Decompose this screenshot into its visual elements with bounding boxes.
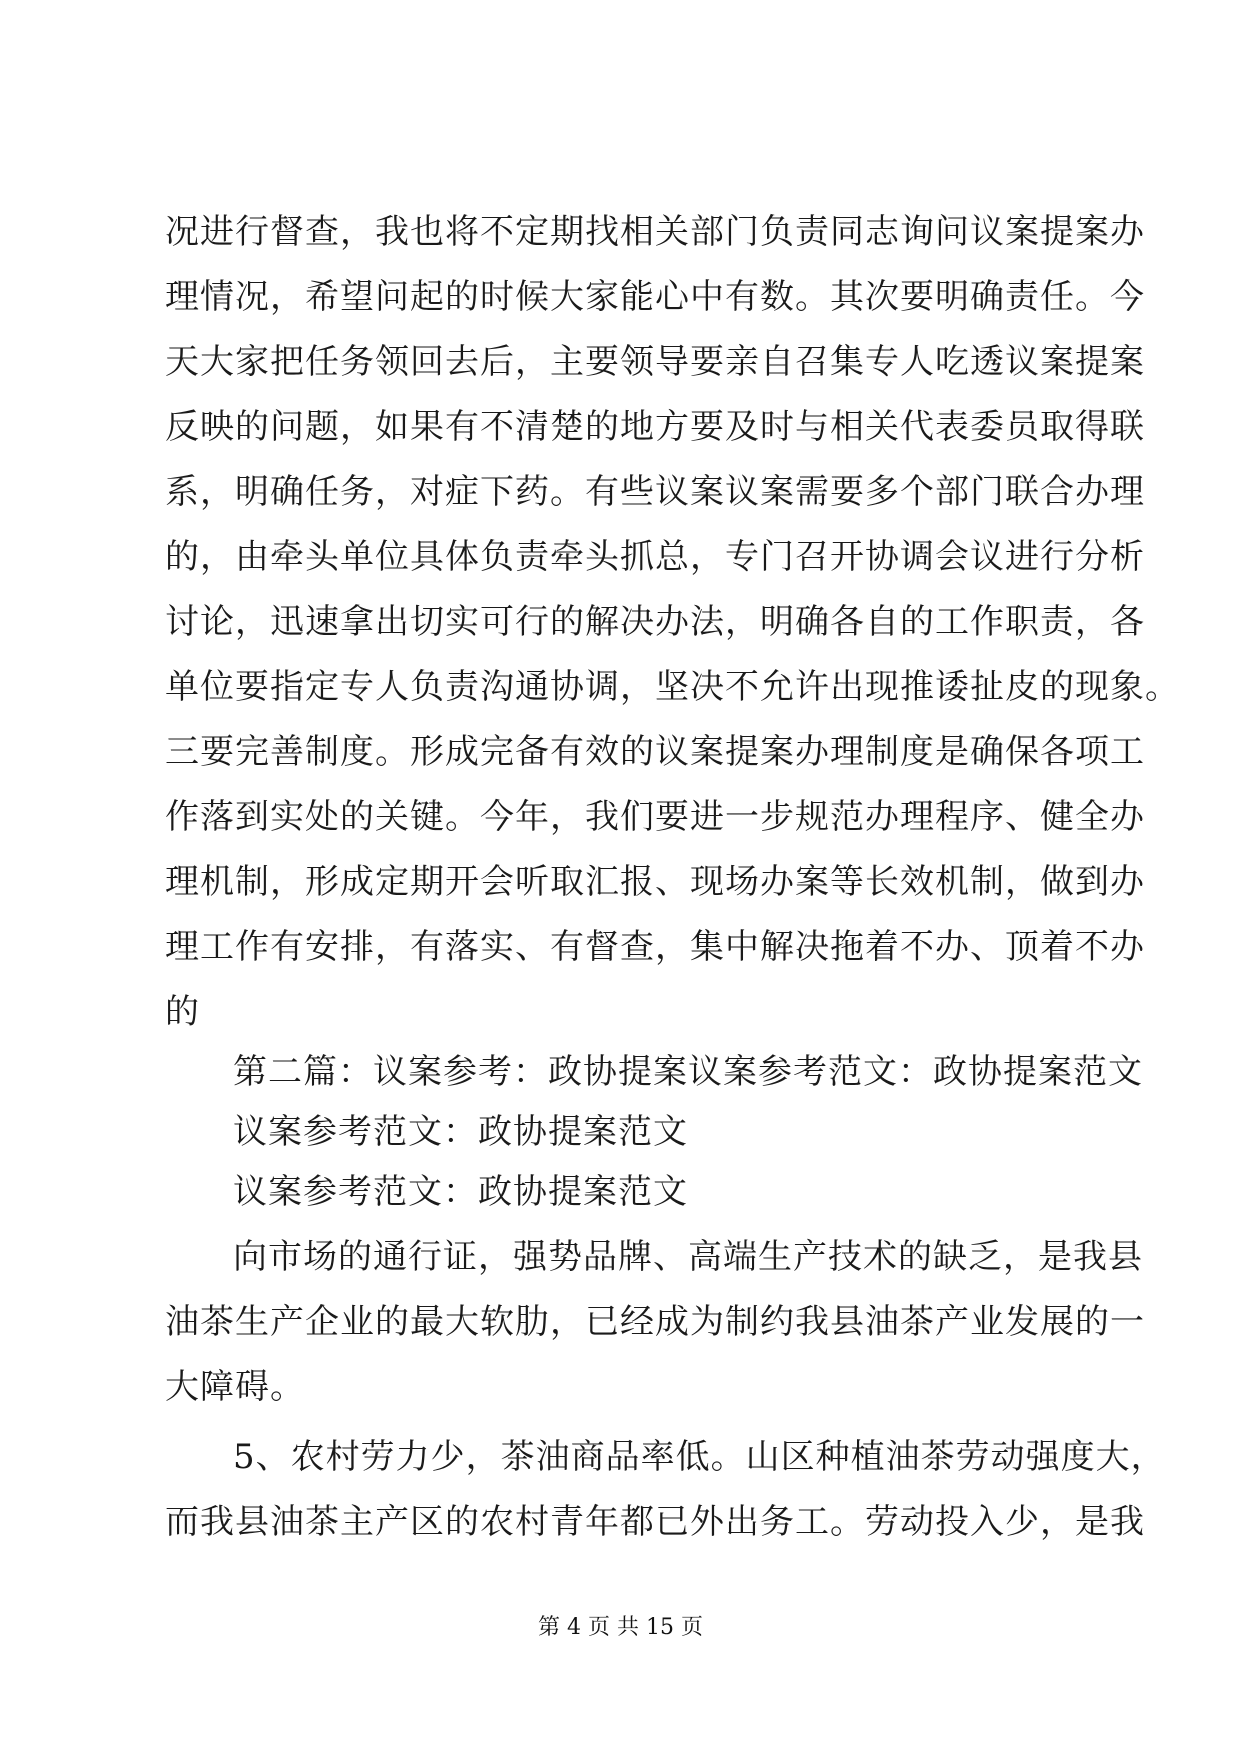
text-line: 5、农村劳力少，茶油商品率低。山区种植油茶劳动强度大， bbox=[233, 1437, 1166, 1477]
text-line: 况进行督查，我也将不定期找相关部门负责同志询问议案提案办 bbox=[165, 212, 1145, 252]
text-line: 而我县油茶主产区的农村青年都已外出务工。劳动投入少，是我 bbox=[165, 1502, 1145, 1542]
text-line: 反映的问题，如果有不清楚的地方要及时与相关代表委员取得联 bbox=[165, 407, 1145, 447]
text-line: 单位要指定专人负责沟通协调，坚决不允许出现推诿扯皮的现象。 bbox=[165, 667, 1180, 707]
text-line: 大障碍。 bbox=[165, 1367, 305, 1407]
page-number: 第 4 页 共 15 页 bbox=[538, 1615, 703, 1640]
section-heading: 第二篇：议案参考：政协提案议案参考范文：政协提案范文 bbox=[233, 1052, 1143, 1092]
text-line: 的，由牵头单位具体负责牵头抓总，专门召开协调会议进行分析 bbox=[165, 537, 1145, 577]
text-line: 向市场的通行证，强势品牌、高端生产技术的缺乏，是我县 bbox=[233, 1237, 1143, 1277]
text-line: 天大家把任务领回去后，主要领导要亲自召集专人吃透议案提案 bbox=[165, 342, 1145, 382]
text-line: 作落到实处的关键。今年，我们要进一步规范办理程序、健全办 bbox=[165, 797, 1145, 837]
text-line: 理机制，形成定期开会听取汇报、现场办案等长效机制，做到办 bbox=[165, 862, 1145, 902]
text-line: 三要完善制度。形成完备有效的议案提案办理制度是确保各项工 bbox=[165, 732, 1145, 772]
text-line: 理工作有安排，有落实、有督查，集中解决拖着不办、顶着不办 bbox=[165, 927, 1145, 967]
text-line: 理情况，希望问起的时候大家能心中有数。其次要明确责任。今 bbox=[165, 277, 1145, 317]
text-line: 的 bbox=[165, 992, 200, 1032]
text-line: 系，明确任务，对症下药。有些议案议案需要多个部门联合办理 bbox=[165, 472, 1145, 512]
text-line: 油茶生产企业的最大软肋，已经成为制约我县油茶产业发展的一 bbox=[165, 1302, 1145, 1342]
text-line: 讨论，迅速拿出切实可行的解决办法，明确各自的工作职责，各 bbox=[165, 602, 1145, 642]
subheading: 议案参考范文：政协提案范文 bbox=[233, 1112, 688, 1152]
subheading: 议案参考范文：政协提案范文 bbox=[233, 1172, 688, 1212]
